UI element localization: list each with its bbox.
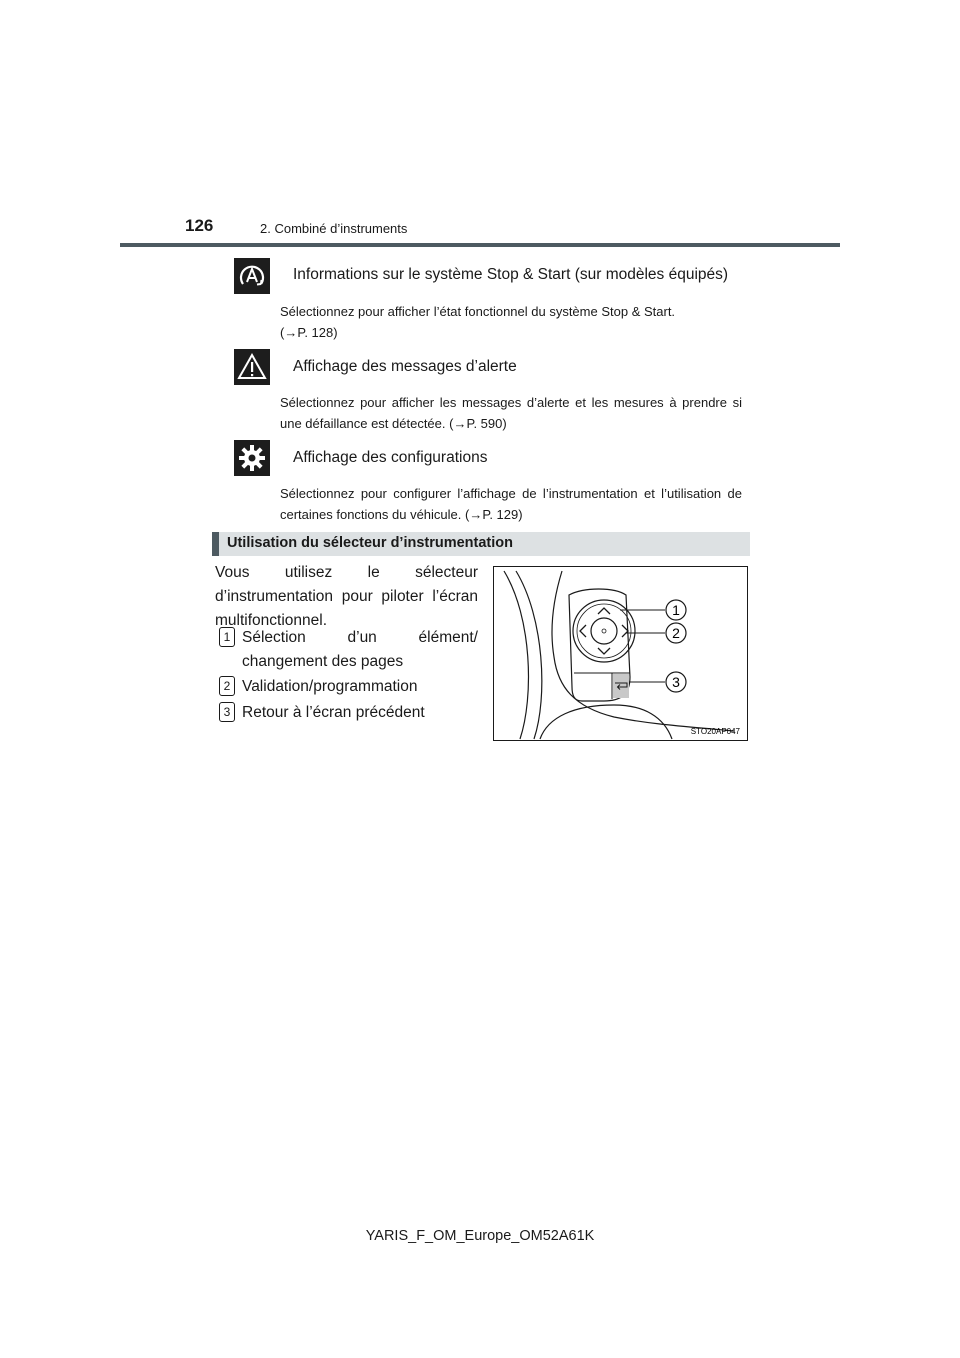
list-item: Sélection d’un élément/ changement des pages xyxy=(242,629,478,670)
subheading-text: Utilisation du sélecteur d’instrumentation xyxy=(227,535,514,551)
header-rule xyxy=(120,243,840,247)
list-item: Validation/programmation xyxy=(242,678,418,695)
section-title: 2. Combiné d’instruments xyxy=(260,221,408,236)
figure-code: STO20AP047 xyxy=(690,727,740,736)
page-number: 126 xyxy=(185,216,214,235)
list-number-badge: 3 xyxy=(219,702,235,722)
item-description: Sélectionnez pour configurer l’affichage de l’instrumentation et l’utilisation de certaines fonctions du véhicule. (→P. 129) xyxy=(280,486,742,522)
gear-icon xyxy=(234,440,270,476)
list-number-badge: 1 xyxy=(219,627,235,647)
item-title: Affichage des configurations xyxy=(293,449,488,466)
item-title: Informations sur le système Stop & Start (sur modèles équipés) xyxy=(293,266,729,283)
item-title: Affichage des messages d’alerte xyxy=(293,358,517,375)
list-number-badge: 2 xyxy=(219,676,235,696)
callout-3: 3 xyxy=(672,674,680,690)
item-description: Sélectionnez pour afficher les messages d’alerte et les mesures à prendre si une défaillance est détectée. (→P. 590) xyxy=(280,395,742,431)
item-description: Sélectionnez pour afficher l’état fonctionnel du système Stop & Start. (→P. 128) xyxy=(280,304,676,340)
subheading-bar xyxy=(212,532,750,556)
warning-triangle-icon xyxy=(234,349,270,385)
document-footer: YARIS_F_OM_Europe_OM52A61K xyxy=(365,1228,595,1244)
intro-paragraph: Vous utilisez le sélecteur d’instrumentation pour piloter l’écran multifonctionnel. xyxy=(215,564,478,629)
callout-2: 2 xyxy=(672,625,680,641)
list-item: Retour à l’écran précédent xyxy=(242,704,425,721)
callout-1: 1 xyxy=(672,602,680,618)
stop-start-icon xyxy=(234,258,270,294)
steering-switch-illustration xyxy=(493,566,748,741)
